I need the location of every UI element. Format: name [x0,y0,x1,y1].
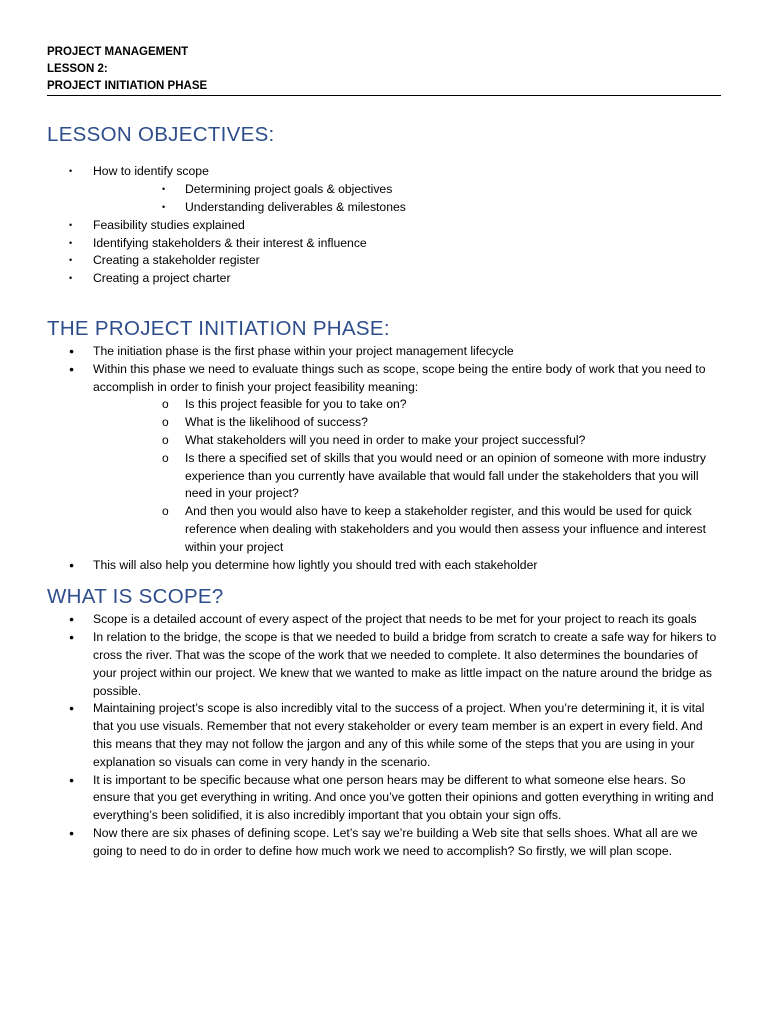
list-item: ● This will also help you determine how lightly you should tred with each stakeholder [47,557,721,575]
list-item: • Identifying stakeholders & their interest & influence [47,235,721,253]
list-item: • How to identify scope • Determining project goals & objectives • Understanding deliverables & milestones [47,163,721,216]
list-item: ● In relation to the bridge, the scope is that we needed to build a bridge from scratch to create a safe way for hikers to cross the river. That was the scope of the work that we needed to complete. It also determines the boundaries of your project within our project. We knew that we wanted to make as little impact on the nature around the bridge as possible. [47,629,721,700]
document-page [47,44,721,860]
list-item: o What stakeholders will you need in order to make your project successful? [93,432,721,450]
scope-list [47,611,721,860]
lesson-number: LESSON 2: [47,62,108,75]
feasibility-sublist [93,396,721,556]
list-item: • Determining project goals & objectives [93,181,721,199]
scope-heading: WHAT IS SCOPE? [47,585,224,609]
list-item: • Understanding deliverables & milestones [93,199,721,217]
initiation-list [47,343,721,574]
objectives-list [47,163,721,288]
list-item: ● Maintaining project’s scope is also incredibly vital to the success of a project. When you’re determining it, it is vital that you use visuals. Remember that not every stakeholder or every team member is an expert in every field. And this means that they may not follow the jargon and any of this while some of the steps that you are using in your explanation so visuals can come in very handy in the scenario. [47,700,721,771]
list-item: ● Now there are six phases of defining scope. Let’s say we’re building a Web site that sells shoes. What all are we going to need to do in order to define how much work we need to accomplish? So firstly, we will plan scope. [47,825,721,861]
list-item: ● It is important to be specific because what one person hears may be different to what someone else hears. So ensure that you get everything in writing. And once you’ve gotten their opinions and gotten everything in writing and everything’s been solidified, it is also incredibly important that you obtain your sign offs. [47,772,721,825]
list-item: ● The initiation phase is the first phase within your project management lifecycle [47,343,721,361]
list-item: o And then you would also have to keep a stakeholder register, and this would be used for quick reference when dealing with stakeholders and you would then assess your influence and interest within your project [93,503,721,556]
objectives-heading: LESSON OBJECTIVES: [47,123,275,147]
lesson-title: PROJECT INITIATION PHASE [47,79,208,92]
list-item: ● Scope is a detailed account of every aspect of the project that needs to be met for your project to reach its goals [47,611,721,629]
header-divider [47,95,721,96]
list-item: o Is there a specified set of skills that you would need or an opinion of someone with more industry experience than you currently have available that would fall under the stakeholders that you will need in your project? [93,450,721,503]
list-item: o Is this project feasible for you to take on? [93,396,721,414]
list-item: • Creating a project charter [47,270,721,288]
list-item: • Creating a stakeholder register [47,252,721,270]
list-item: ● Within this phase we need to evaluate things such as scope, scope being the entire body of work that you need to accomplish in order to finish your project feasibility meaning: o Is this project feasible for you to take on? o What is the likelihood of success? o What stakeholders will you need in order to make your project successful? o Is there a specified set of skills that you would need or an opinion of someone with more industry experience than you currently have available that would fall under the stakeholders that you will need in your project? o And then you would also have to keep a stakeholder register, and this would be used for quick reference when dealing with stakeholders and you would then assess your influence and interest within your project [47,361,721,557]
list-item: • Feasibility studies explained [47,217,721,235]
document-header [47,44,721,94]
initiation-heading: THE PROJECT INITIATION PHASE: [47,316,390,340]
course-title: PROJECT MANAGEMENT [47,46,189,58]
list-item: o What is the likelihood of success? [93,414,721,432]
